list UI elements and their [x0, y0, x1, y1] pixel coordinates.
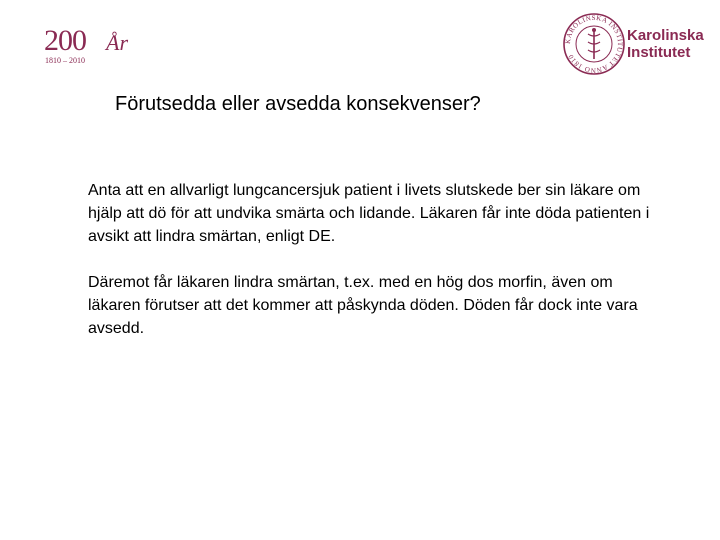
- paragraph-2: Däremot får läkaren lindra smärtan, t.ex. med en hög dos morfin, även om läkaren förutser att det kommer att påskynda döden. Döden får dock inte vara avsedd.: [88, 274, 638, 337]
- slide-title: Förutsedda eller avsedda konsekvenser?: [115, 93, 481, 115]
- paragraph-1: Anta att en allvarligt lungcancersjuk patient i livets slutskede ber sin läkare om hjälp att dö för att undvika smärta och lidande. Läkaren får inte döda patienten i avsikt att lindra smärtan, enligt DE.: [88, 182, 650, 245]
- ki-name-line1: Karolinska: [627, 27, 704, 44]
- anniversary-number: 200: [44, 24, 86, 57]
- anniversary-years: 1810 – 2010: [45, 56, 85, 65]
- anniversary-logo: [44, 22, 144, 68]
- ki-seal-icon: [562, 12, 626, 76]
- ki-name-line2: Institutet: [627, 44, 691, 61]
- ki-wordmark: [627, 27, 704, 61]
- anniversary-suffix: År: [106, 30, 128, 55]
- seal-text: KAROLINSKA INSTITUTET ANNO 1810: [563, 13, 625, 75]
